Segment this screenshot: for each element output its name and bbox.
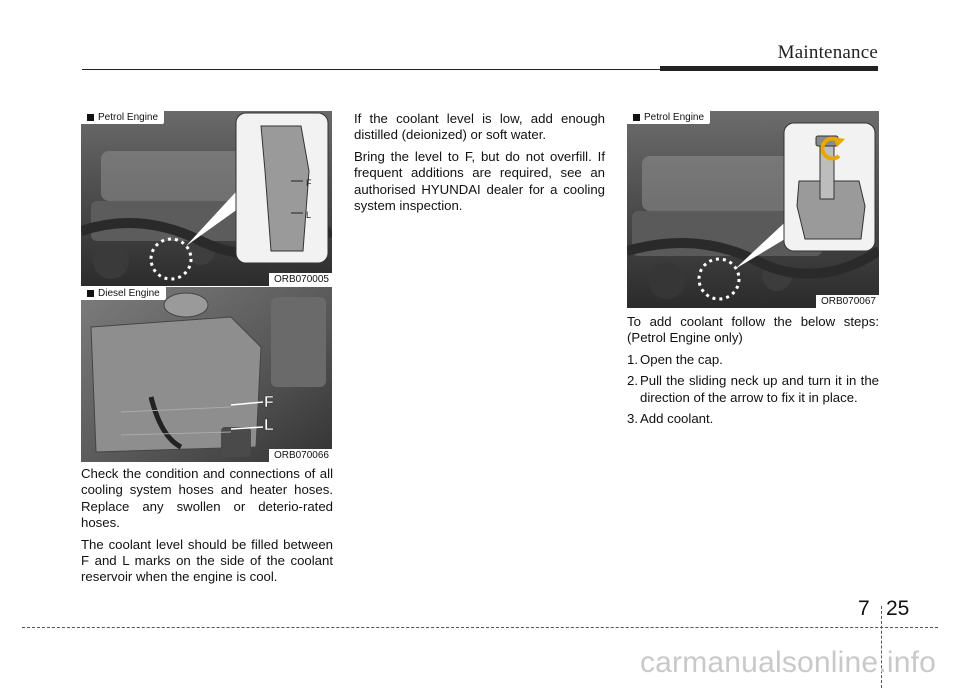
- step-text: Pull the sliding neck up and turn it in the direction of the arrow to fix it in place.: [640, 373, 879, 405]
- column-1-text: [81, 466, 333, 591]
- column-3-text: [627, 314, 879, 432]
- figure-diesel-engine-reservoir: [81, 287, 332, 462]
- paragraph-low-coolant: If the coolant level is low, add enough distilled (deionized) or soft water.: [354, 111, 605, 143]
- square-bullet-icon: [87, 114, 94, 121]
- chapter-number: 7: [858, 597, 870, 620]
- mark-f-fig2: F: [264, 394, 274, 411]
- step-number: 1.: [627, 351, 638, 367]
- section-title: Maintenance: [777, 42, 878, 63]
- step-text: Open the cap.: [640, 351, 723, 367]
- figure-label-text: Petrol Engine: [644, 112, 705, 123]
- page-number: 25: [886, 597, 910, 620]
- figure-petrol-sliding-neck: [627, 111, 879, 308]
- figure-petrol-engine-reservoir: [81, 111, 332, 286]
- column-2-text: [354, 111, 605, 219]
- mark-f-fig1: F: [306, 178, 312, 188]
- figure-label-text: Diesel Engine: [98, 288, 160, 299]
- watermark: carmanualsonline.info: [639, 646, 936, 679]
- figure-caption-label: [81, 287, 166, 300]
- footer-rule: [22, 627, 938, 628]
- engine-photo-sliding-neck: [627, 111, 879, 308]
- engine-photo-diesel: [81, 287, 332, 462]
- header-rule-accent: [660, 66, 878, 71]
- figure-caption-label: [627, 111, 710, 124]
- figure-caption-label: [81, 111, 164, 124]
- mark-l-fig1: L: [306, 210, 312, 220]
- paragraph-coolant-level: The coolant level should be filled between F and L marks on the side of the coolant reservoir when the engine is cool.: [81, 536, 333, 585]
- step-item: [627, 373, 879, 406]
- figure-code: ORB070066: [269, 449, 332, 462]
- figure-code: ORB070067: [816, 295, 879, 308]
- step-number: 3.: [627, 411, 638, 427]
- square-bullet-icon: [633, 114, 640, 121]
- square-bullet-icon: [87, 290, 94, 297]
- step-item: [627, 352, 879, 368]
- engine-photo-petrol: [81, 111, 332, 286]
- paragraph-steps-intro: To add coolant follow the below steps: (Petrol Engine only): [627, 314, 879, 346]
- step-text: Add coolant.: [640, 411, 714, 427]
- figure-code: ORB070005: [269, 273, 332, 286]
- step-number: 2.: [627, 373, 638, 389]
- paragraph-fill-level: Bring the level to F, but do not overfill. If frequent additions are required, see an authorised HYUNDAI dealer for a cooling system inspection.: [354, 148, 605, 214]
- step-item: [627, 411, 879, 427]
- figure-label-text: Petrol Engine: [98, 112, 159, 123]
- paragraph-hose-check: Check the condition and connections of all cooling system hoses and heater hoses. Replace any swollen or deterio-rated hoses.: [81, 466, 333, 531]
- mark-l-fig2: L: [264, 417, 274, 434]
